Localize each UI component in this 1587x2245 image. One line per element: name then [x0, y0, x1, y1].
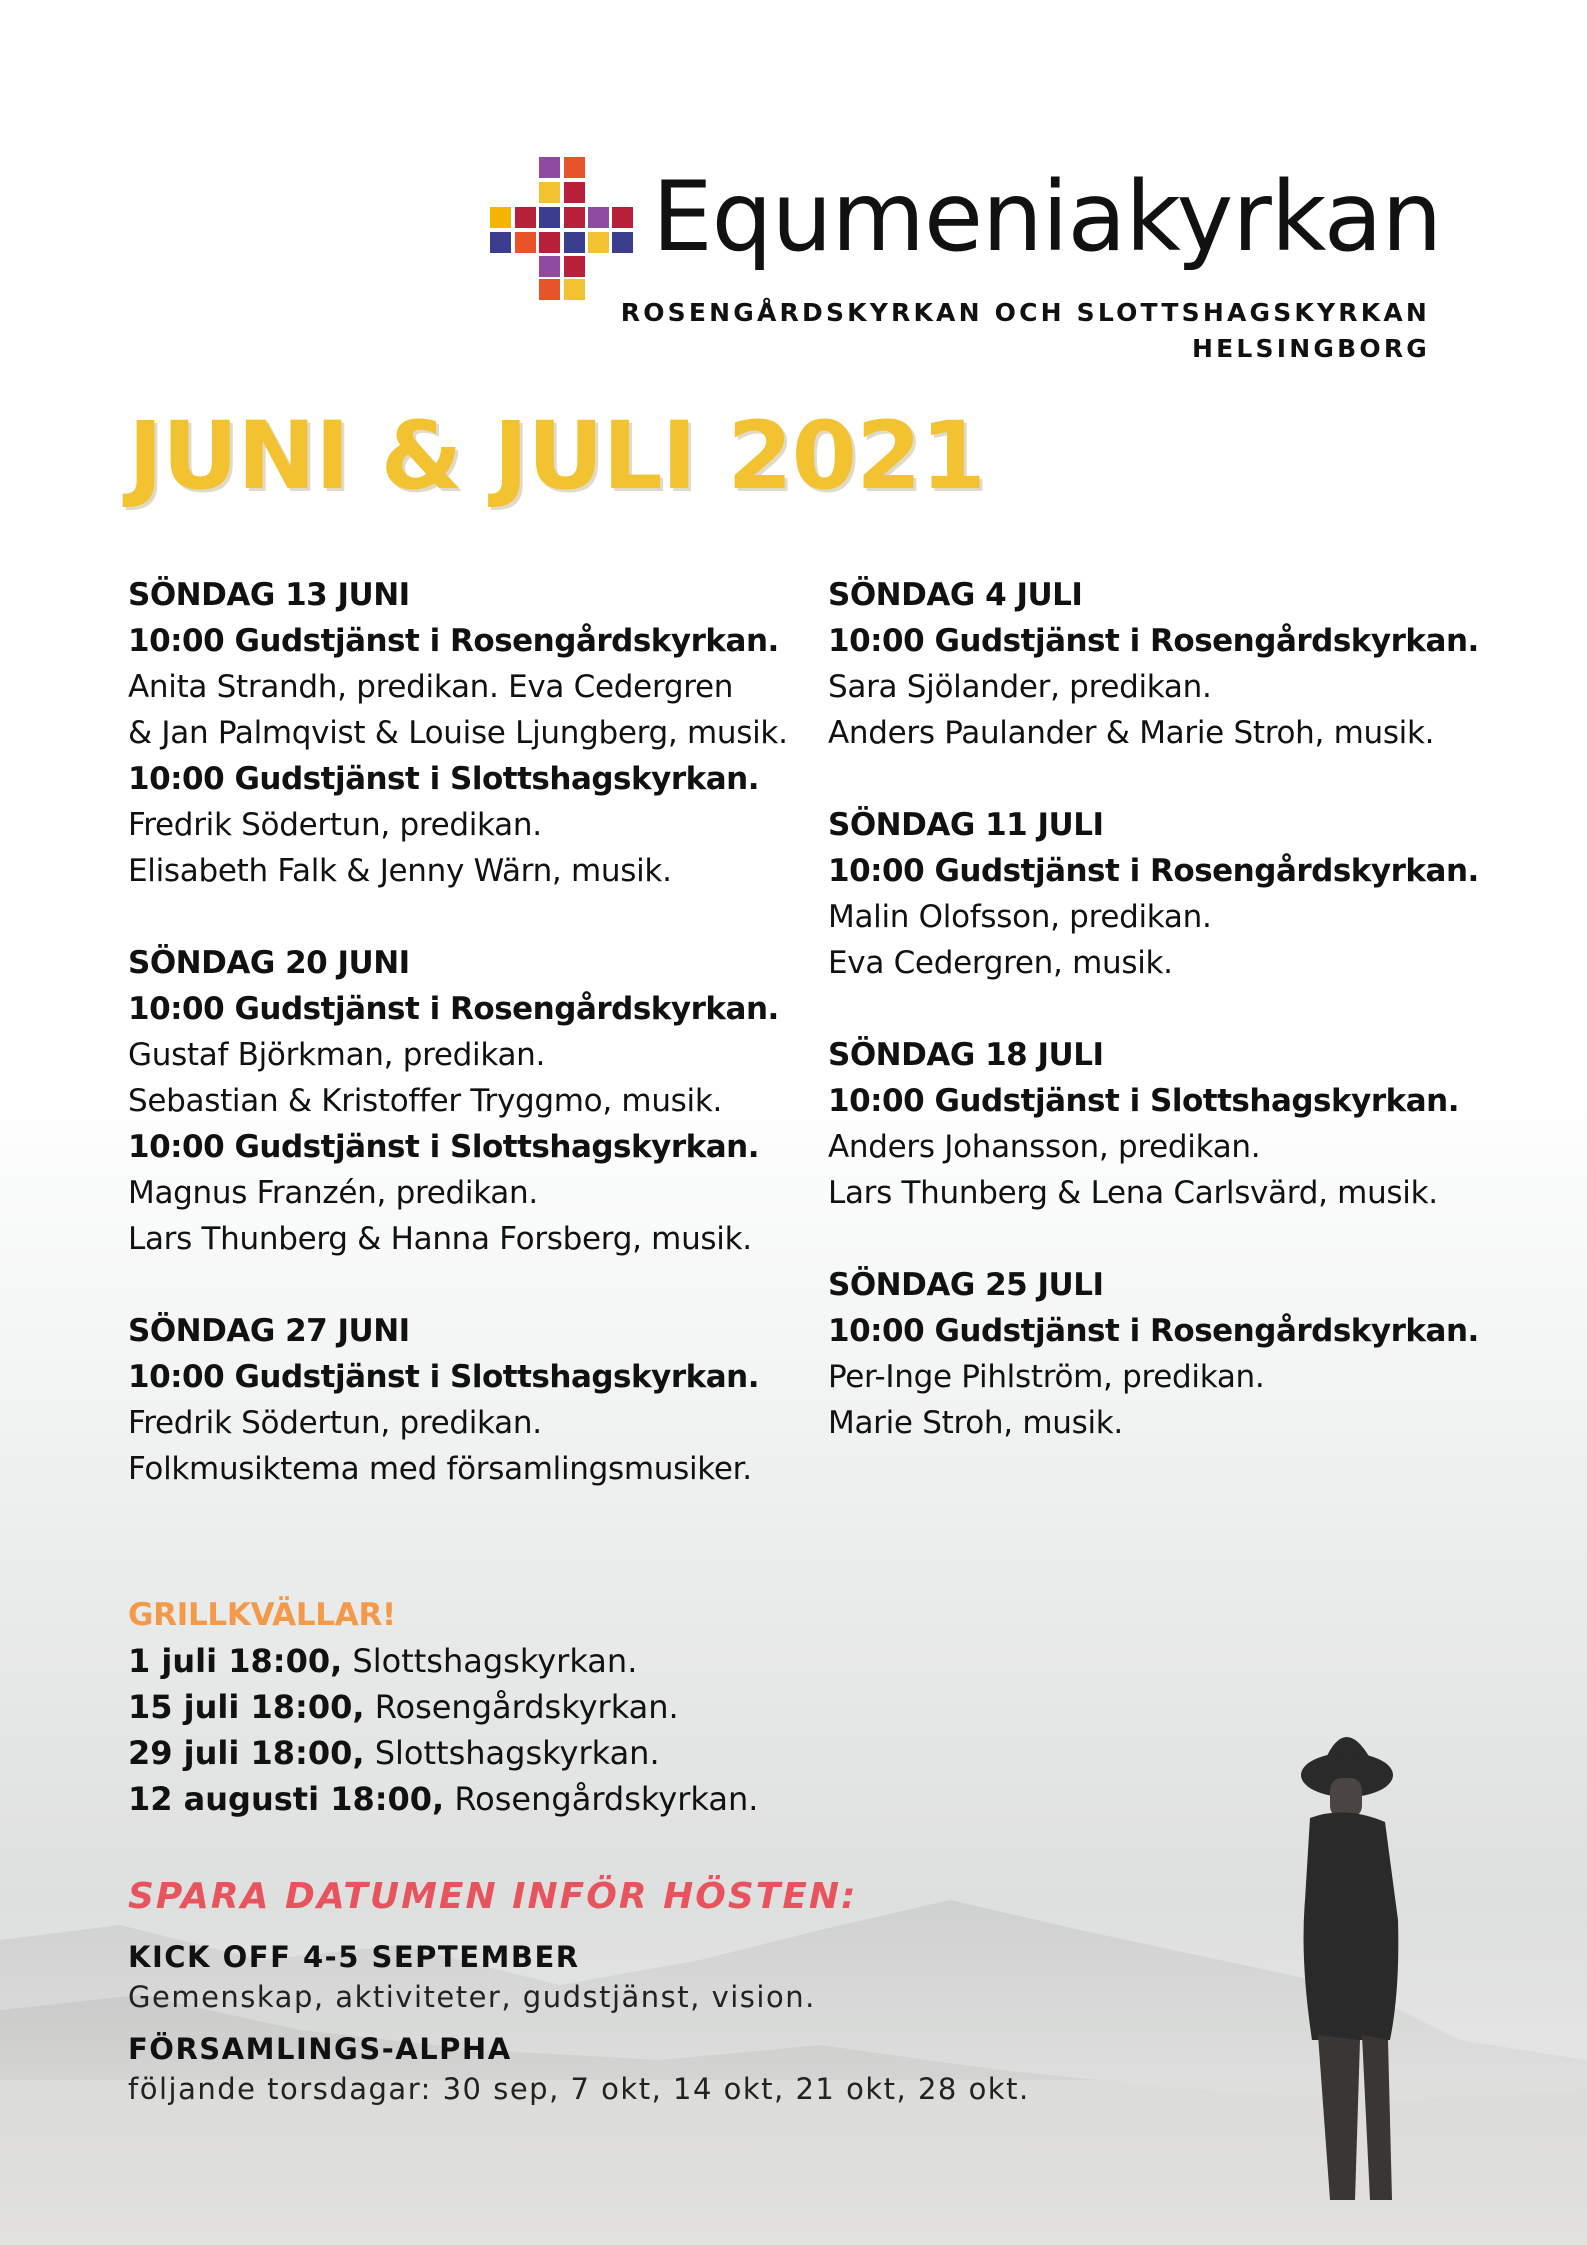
service-day-heading: SÖNDAG 4 JULI — [828, 577, 1083, 613]
service-detail-line: Lars Thunberg & Lena Carlsvärd, musik. — [828, 1175, 1438, 1211]
save-the-date-text: följande torsdagar: 30 sep, 7 okt, 14 okt, 21 okt, 28 okt. — [128, 2072, 1030, 2106]
service-day-block — [128, 940, 828, 1262]
service-day-block — [128, 572, 828, 894]
service-event-line: 10:00 Gudstjänst i Rosengårdskyrkan. — [828, 623, 1479, 659]
logo-subtitle-line1: ROSENGÅRDSKYRKAN OCH SLOTTSHAGSKYRKAN — [620, 298, 1430, 327]
service-detail-line: Fredrik Södertun, predikan. — [128, 807, 542, 843]
save-gap — [128, 2017, 1030, 2029]
service-event-line: 10:00 Gudstjänst i Slottshagskyrkan. — [128, 1359, 760, 1395]
grill-item-date: 29 juli 18:00, — [128, 1734, 365, 1772]
service-detail-line: & Jan Palmqvist & Louise Ljungberg, musik. — [128, 715, 788, 751]
grill-item-place: Slottshagskyrkan. — [342, 1642, 638, 1680]
service-detail-line: Lars Thunberg & Hanna Forsberg, musik. — [128, 1221, 752, 1257]
service-event-line: 10:00 Gudstjänst i Rosengårdskyrkan. — [828, 853, 1479, 889]
grill-item-date: 15 juli 18:00, — [128, 1688, 365, 1726]
service-detail-line: Per-Inge Pihlström, predikan. — [828, 1359, 1265, 1395]
service-detail-line: Anders Paulander & Marie Stroh, musik. — [828, 715, 1435, 751]
save-the-date-heading: FÖRSAMLINGS-ALPHA — [128, 2032, 512, 2066]
service-detail-line: Malin Olofsson, predikan. — [828, 899, 1212, 935]
grill-item-date: 12 augusti 18:00, — [128, 1780, 445, 1818]
grill-item-place: Slottshagskyrkan. — [364, 1734, 660, 1772]
save-the-date-title: SPARA DATUMEN INFÖR HÖSTEN: — [128, 1876, 858, 1917]
grill-item — [128, 1730, 758, 1776]
service-detail-line: Eva Cedergren, musik. — [828, 945, 1173, 981]
service-day-block — [828, 572, 1548, 756]
service-day-heading: SÖNDAG 27 JUNI — [128, 1313, 410, 1349]
service-day-block — [828, 1262, 1548, 1446]
service-day-heading: SÖNDAG 20 JUNI — [128, 945, 410, 981]
service-detail-line: Folkmusiktema med församlingsmusiker. — [128, 1451, 752, 1487]
service-event-line: 10:00 Gudstjänst i Slottshagskyrkan. — [128, 761, 760, 797]
service-detail-line: Magnus Franzén, predikan. — [128, 1175, 538, 1211]
grill-list — [128, 1638, 758, 1822]
grill-section — [128, 1592, 758, 1822]
service-detail-line: Anders Johansson, predikan. — [828, 1129, 1261, 1165]
grill-item-date: 1 juli 18:00, — [128, 1642, 343, 1680]
service-detail-line: Anita Strandh, predikan. Eva Cedergren — [128, 669, 734, 705]
grill-title: GRILLKVÄLLAR! — [128, 1597, 396, 1633]
service-detail-line: Fredrik Södertun, predikan. — [128, 1405, 542, 1441]
service-day-heading: SÖNDAG 11 JULI — [828, 807, 1104, 843]
service-day-heading: SÖNDAG 18 JULI — [828, 1037, 1104, 1073]
grill-item-place: Rosengårdskyrkan. — [364, 1688, 679, 1726]
save-the-date-text: Gemenskap, aktiviteter, gudstjänst, vision. — [128, 1980, 816, 2014]
church-logo — [490, 155, 1442, 365]
schedule-column-left — [128, 572, 828, 1538]
service-event-line: 10:00 Gudstjänst i Rosengårdskyrkan. — [128, 991, 779, 1027]
logo-wordmark: Equmeniakyrkan — [652, 161, 1442, 273]
schedule-column-right — [828, 572, 1548, 1492]
service-detail-line: Sebastian & Kristoffer Tryggmo, musik. — [128, 1083, 723, 1119]
grill-item — [128, 1776, 758, 1822]
service-day-block — [828, 1032, 1548, 1216]
service-detail-line: Sara Sjölander, predikan. — [828, 669, 1212, 705]
cross-mosaic-icon — [490, 155, 635, 300]
service-detail-line: Marie Stroh, musik. — [828, 1405, 1123, 1441]
page-title: JUNI & JULI 2021 — [128, 402, 985, 511]
save-the-date-list — [128, 1937, 1030, 2109]
grill-item — [128, 1638, 758, 1684]
service-detail-line: Elisabeth Falk & Jenny Wärn, musik. — [128, 853, 672, 889]
logo-subtitle-line2: HELSINGBORG — [1192, 334, 1430, 363]
logo-subtitle — [621, 295, 1430, 367]
service-day-block — [828, 802, 1548, 986]
service-event-line: 10:00 Gudstjänst i Rosengårdskyrkan. — [828, 1313, 1479, 1349]
service-day-heading: SÖNDAG 25 JULI — [828, 1267, 1104, 1303]
service-event-line: 10:00 Gudstjänst i Rosengårdskyrkan. — [128, 623, 779, 659]
save-the-date-section — [128, 1876, 1030, 2109]
grill-item — [128, 1684, 758, 1730]
service-event-line: 10:00 Gudstjänst i Slottshagskyrkan. — [128, 1129, 760, 1165]
service-day-block — [128, 1308, 828, 1492]
service-event-line: 10:00 Gudstjänst i Slottshagskyrkan. — [828, 1083, 1460, 1119]
save-the-date-heading: KICK OFF 4-5 SEPTEMBER — [128, 1940, 580, 1974]
service-day-heading: SÖNDAG 13 JUNI — [128, 577, 410, 613]
service-detail-line: Gustaf Björkman, predikan. — [128, 1037, 546, 1073]
grill-item-place: Rosengårdskyrkan. — [444, 1780, 759, 1818]
